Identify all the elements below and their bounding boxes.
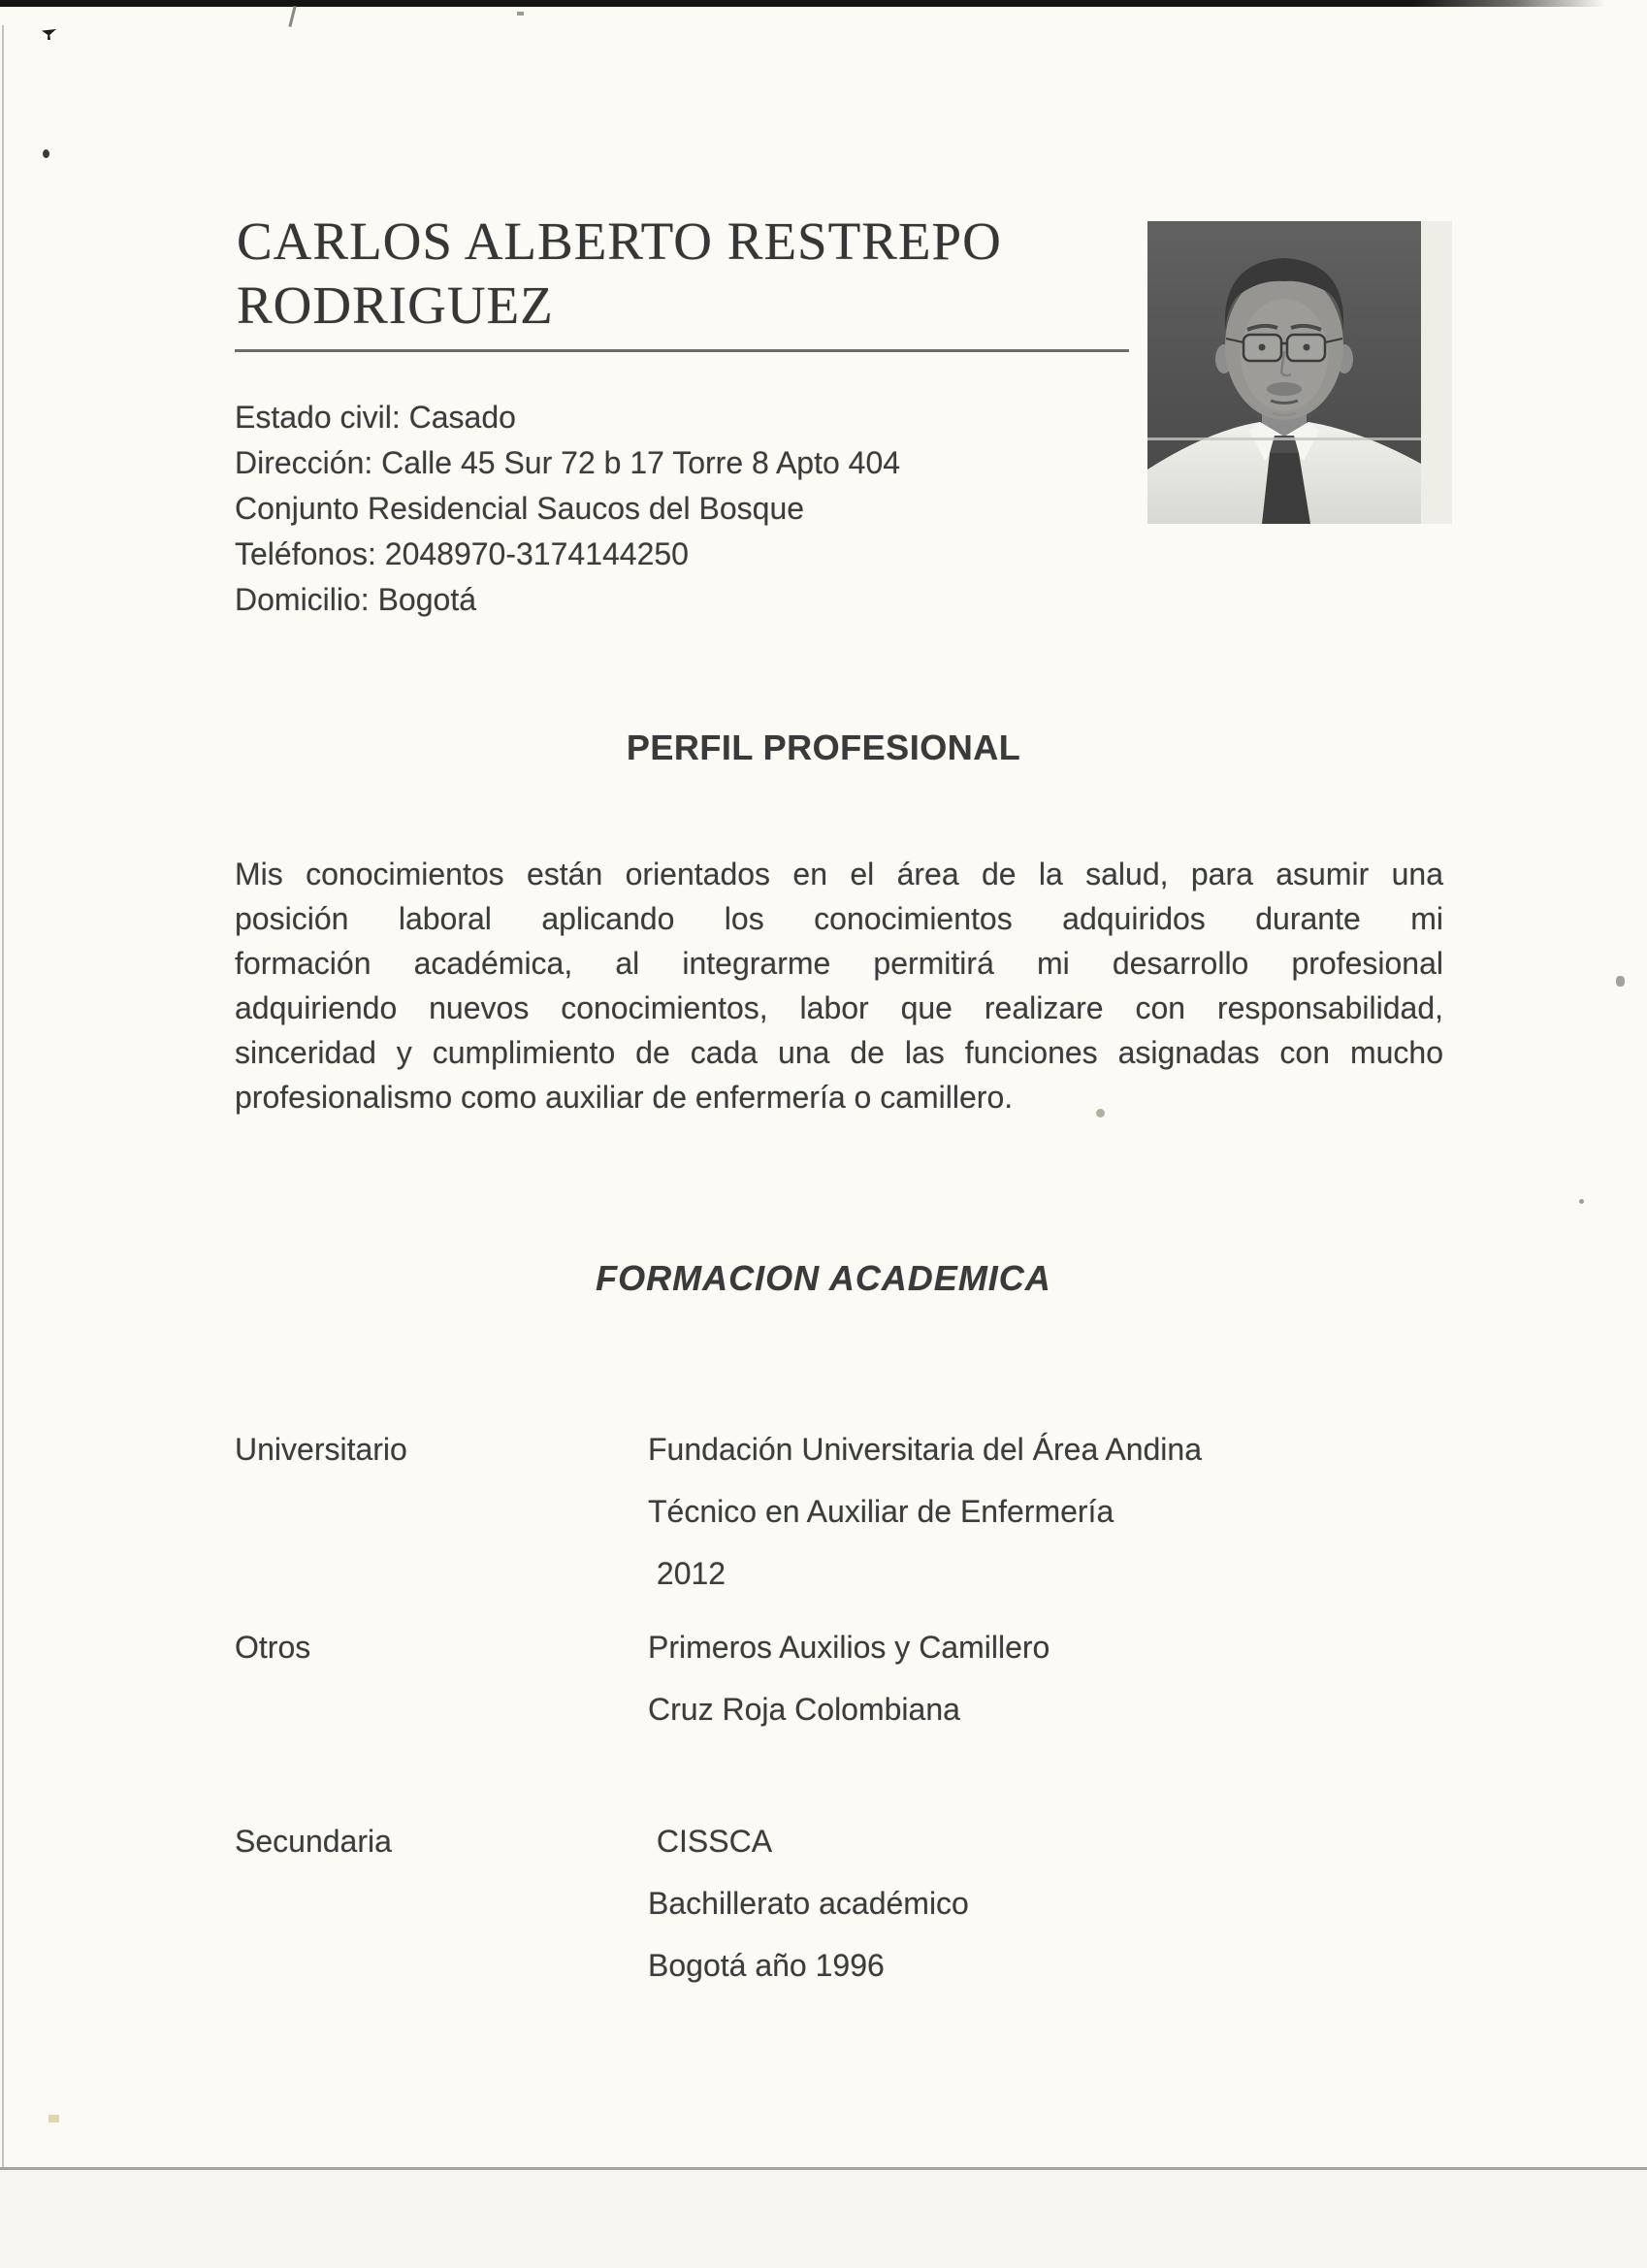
header-rule bbox=[235, 349, 1129, 352]
contact-info bbox=[235, 395, 900, 623]
scan-speck bbox=[1579, 1199, 1584, 1204]
profile-line: sinceridad y cumplimiento de cada una de las funciones asignadas con mucho bbox=[235, 1035, 1443, 1070]
education-row-university bbox=[235, 1418, 1496, 1604]
profile-line: profesionalismo como auxiliar de enfermería o camillero. bbox=[235, 1080, 1014, 1115]
section-heading-education: FORMACION ACADEMICA bbox=[596, 1258, 1051, 1298]
scan-light-band bbox=[1421, 221, 1452, 524]
contact-address: Dirección: Calle 45 Sur 72 b 17 Torre 8 Apto 404 bbox=[235, 445, 901, 480]
scan-edge-artifact-left bbox=[2, 25, 4, 2268]
scan-speck bbox=[288, 6, 296, 27]
education-institution: Cruz Roja Colombiana bbox=[648, 1692, 960, 1727]
candidate-name-line1: CARLOS ALBERTO RESTREPO bbox=[237, 211, 1002, 271]
candidate-name bbox=[237, 210, 1002, 338]
education-row-other bbox=[235, 1616, 1496, 1740]
scan-speck bbox=[517, 12, 524, 16]
education-level-label: Secundaria bbox=[235, 1824, 392, 1859]
education-year: 2012 bbox=[648, 1556, 727, 1591]
candidate-name-line2: RODRIGUEZ bbox=[237, 275, 554, 335]
contact-marital-status: Estado civil: Casado bbox=[235, 400, 516, 435]
education-section bbox=[235, 1418, 1496, 1996]
scan-speck bbox=[43, 149, 49, 158]
contact-city: Domicilio: Bogotá bbox=[235, 582, 476, 617]
contact-address-2: Conjunto Residencial Saucos del Bosque bbox=[235, 491, 805, 526]
contact-phones: Teléfonos: 2048970-3174144250 bbox=[235, 536, 689, 571]
education-institution: Fundación Universitaria del Área Andina bbox=[648, 1432, 1202, 1467]
profile-line: adquiriendo nuevos conocimientos, labor que realizare con responsabilidad, bbox=[235, 990, 1443, 1025]
profile-paragraph bbox=[235, 852, 1443, 1119]
education-row-secondary bbox=[235, 1810, 1496, 1996]
education-degree: Técnico en Auxiliar de Enfermería bbox=[648, 1494, 1114, 1529]
scan-paper-edge bbox=[0, 2170, 1647, 2268]
scan-speck bbox=[48, 2115, 59, 2122]
scan-speck bbox=[1616, 976, 1625, 987]
education-level-label: Otros bbox=[235, 1630, 311, 1665]
education-details bbox=[648, 1810, 1496, 1996]
education-city-year: Bogotá año 1996 bbox=[648, 1948, 885, 1983]
profile-line: Mis conocimientos están orientados en el área de la salud, para asumir una bbox=[235, 857, 1443, 891]
profile-line: formación académica, al integrarme permitirá mi desarrollo profesional bbox=[235, 946, 1443, 981]
scan-speck bbox=[42, 29, 56, 40]
education-degree: Bachillerato académico bbox=[648, 1886, 969, 1921]
education-details bbox=[648, 1418, 1496, 1604]
education-level-label: Universitario bbox=[235, 1432, 407, 1467]
education-details bbox=[648, 1616, 1496, 1740]
education-institution: CISSCA bbox=[648, 1824, 773, 1859]
scan-edge-artifact-top bbox=[0, 0, 1605, 7]
portrait-photo bbox=[1147, 221, 1421, 524]
profile-line: posición laboral aplicando los conocimientos adquiridos durante mi bbox=[235, 901, 1443, 936]
section-heading-profile: PERFIL PROFESIONAL bbox=[626, 728, 1021, 767]
education-course: Primeros Auxilios y Camillero bbox=[648, 1630, 1050, 1665]
